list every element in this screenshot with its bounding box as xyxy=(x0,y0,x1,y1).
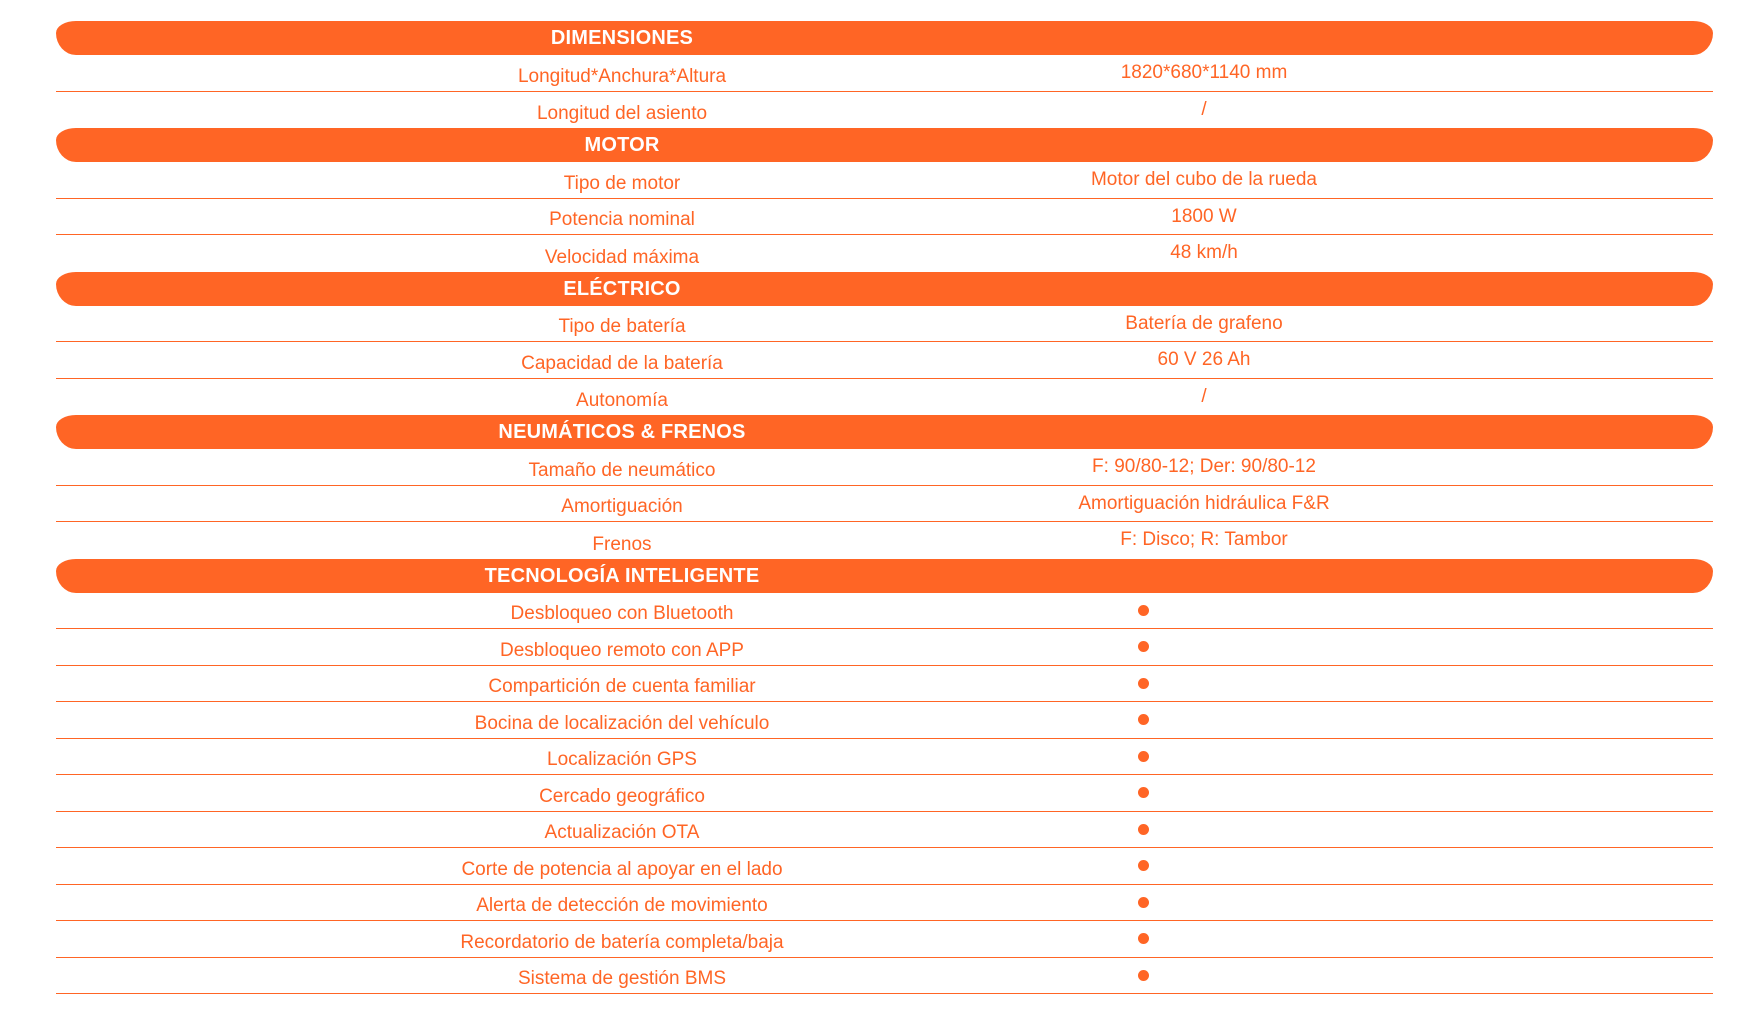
spec-value: F: Disco; R: Tambor xyxy=(1120,529,1288,550)
section-title: TECNOLOGÍA INTELIGENTE xyxy=(484,564,760,587)
section-title: NEUMÁTICOS & FRENOS xyxy=(498,421,746,443)
section-header xyxy=(56,272,1713,306)
spec-row xyxy=(56,486,1713,523)
feature-label: Desbloqueo remoto con APP xyxy=(500,639,744,661)
feature-row xyxy=(56,702,1713,739)
section-motor xyxy=(56,128,1713,272)
filled-dot-icon xyxy=(1138,751,1149,762)
spec-value: F: 90/80-12; Der: 90/80-12 xyxy=(1092,456,1316,477)
spec-row xyxy=(56,55,1713,92)
filled-dot-icon xyxy=(1138,860,1149,871)
feature-label: Cercado geográfico xyxy=(539,785,705,807)
spec-label: Longitud*Anchura*Altura xyxy=(517,65,727,87)
spec-value: / xyxy=(1201,385,1207,407)
filled-dot-icon xyxy=(1138,678,1149,689)
filled-dot-icon xyxy=(1138,897,1149,908)
feature-label: Recordatorio de batería completa/baja xyxy=(460,931,784,953)
spec-value: Motor del cubo de la rueda xyxy=(1090,169,1318,190)
spec-value: Amortiguación hidráulica F&R xyxy=(1078,492,1330,514)
spec-row xyxy=(56,379,1713,416)
filled-dot-icon xyxy=(1138,933,1149,944)
spec-label: Potencia nominal xyxy=(549,209,695,230)
spec-value: 1820*680*1140 mm xyxy=(1120,62,1288,83)
spec-row xyxy=(56,449,1713,486)
spec-label: Tamaño de neumático xyxy=(528,459,716,481)
section-title: MOTOR xyxy=(584,134,660,156)
feature-row xyxy=(56,921,1713,958)
feature-label: Alerta de detección de movimiento xyxy=(476,895,768,916)
section-header xyxy=(56,415,1713,449)
spec-row xyxy=(56,522,1713,559)
spec-label: Capacidad de la batería xyxy=(521,352,723,374)
feature-row xyxy=(56,885,1713,922)
feature-label: Compartición de cuenta familiar xyxy=(488,676,756,697)
spec-label: Tipo de motor xyxy=(563,172,681,194)
feature-label: Corte de potencia al apoyar en el lado xyxy=(461,858,783,880)
section-tecnologia-inteligente xyxy=(56,559,1713,995)
feature-row xyxy=(56,958,1713,995)
feature-label: Bocina de localización del vehículo xyxy=(474,712,770,734)
section-dimensiones xyxy=(56,21,1713,128)
spec-row xyxy=(56,306,1713,343)
section-header xyxy=(56,21,1713,55)
feature-row xyxy=(56,739,1713,776)
spec-value: Batería de grafeno xyxy=(1125,312,1283,334)
filled-dot-icon xyxy=(1138,970,1149,981)
feature-row xyxy=(56,848,1713,885)
spec-row xyxy=(56,162,1713,199)
spec-label: Velocidad máxima xyxy=(544,246,700,268)
feature-label: Actualización OTA xyxy=(544,822,700,843)
section-header xyxy=(56,559,1713,593)
feature-row xyxy=(56,775,1713,812)
spec-value: 48 km/h xyxy=(1170,242,1238,263)
spec-value: 60 V 26 Ah xyxy=(1157,349,1251,370)
spec-row xyxy=(56,199,1713,236)
spec-table xyxy=(56,21,1713,994)
spec-label: Frenos xyxy=(592,533,652,555)
feature-row xyxy=(56,593,1713,630)
feature-label: Desbloqueo con Bluetooth xyxy=(510,603,734,624)
section-header xyxy=(56,128,1713,162)
spec-row xyxy=(56,235,1713,272)
section-title: DIMENSIONES xyxy=(550,27,694,49)
feature-row xyxy=(56,812,1713,849)
feature-row xyxy=(56,666,1713,703)
feature-label: Sistema de gestión BMS xyxy=(517,968,727,989)
filled-dot-icon xyxy=(1138,714,1149,725)
section-title: ELÉCTRICO xyxy=(563,277,681,300)
filled-dot-icon xyxy=(1138,824,1149,835)
filled-dot-icon xyxy=(1138,787,1149,798)
spec-value: 1800 W xyxy=(1171,205,1237,227)
feature-row xyxy=(56,629,1713,666)
filled-dot-icon xyxy=(1138,605,1149,616)
spec-row xyxy=(56,92,1713,129)
feature-label: Localización GPS xyxy=(547,749,697,770)
section-electrico xyxy=(56,272,1713,416)
filled-dot-icon xyxy=(1138,641,1149,652)
spec-value: / xyxy=(1201,98,1207,120)
spec-label: Tipo de batería xyxy=(558,316,686,337)
spec-label: Longitud del asiento xyxy=(536,103,708,124)
section-neumaticos-frenos xyxy=(56,415,1713,559)
spec-label: Amortiguación xyxy=(561,496,683,517)
spec-row xyxy=(56,342,1713,379)
spec-label: Autonomía xyxy=(576,390,668,411)
